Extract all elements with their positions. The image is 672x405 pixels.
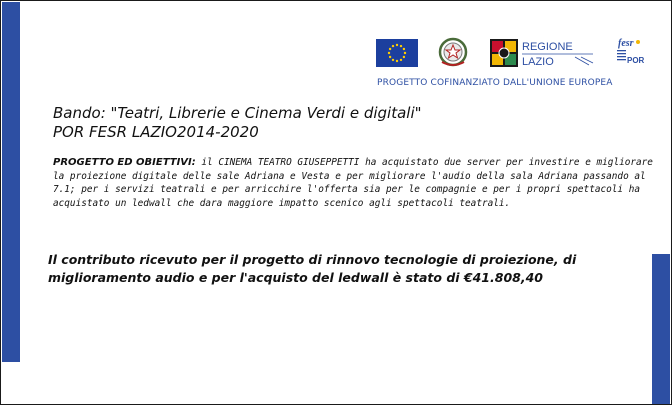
progetto-description [53,156,653,210]
left-accent-bar [2,2,20,362]
fesr-word: fesr [618,38,634,49]
regione-lazio-text-line1: REGIONE [522,41,573,53]
regione-lazio-text-line2: LAZIO [522,56,554,68]
bando-title-line2: POR FESR LAZIO2014-2020 [53,123,259,141]
italian-republic-emblem-icon [438,37,468,69]
fesr-por: POR [627,56,644,65]
bando-title [53,104,533,142]
cofinanziato-caption: PROGETTO COFINANZIATO DALL'UNIONE EUROPEA [377,78,613,88]
bando-title-line1: Bando: "Teatri, Librerie e Cinema Verdi e digitali" [53,104,422,122]
logo-strip [376,37,646,73]
eu-flag-icon [376,39,418,67]
contributo-statement: Il contributo ricevuto per il progetto di rinnovo tecnologie di proiezione, di miglioramento audio e per l'acquisto del ledwall è stato di €41.808,40 [48,252,577,285]
fesr-icon [616,37,644,71]
progetto-lead: PROGETTO ED OBIETTIVI: [53,157,196,168]
regione-lazio-logo [489,37,599,69]
progetto-text: il CINEMA TEATRO GIUSEPPETTI ha acquistato due server per investire e migliorare la proiezione digitale delle sale Adriana e Vesta e per migliorare l'audio della sala Adriana passando al 7.1; per i servizi teatrali e per arricchire l'offerta sia per le compagnie e per i propri spettacoli ha acquistato un ledwall che dara maggiore impatto scenico agli spettacoli teatrali. [53,157,653,209]
right-accent-bar [652,254,670,404]
